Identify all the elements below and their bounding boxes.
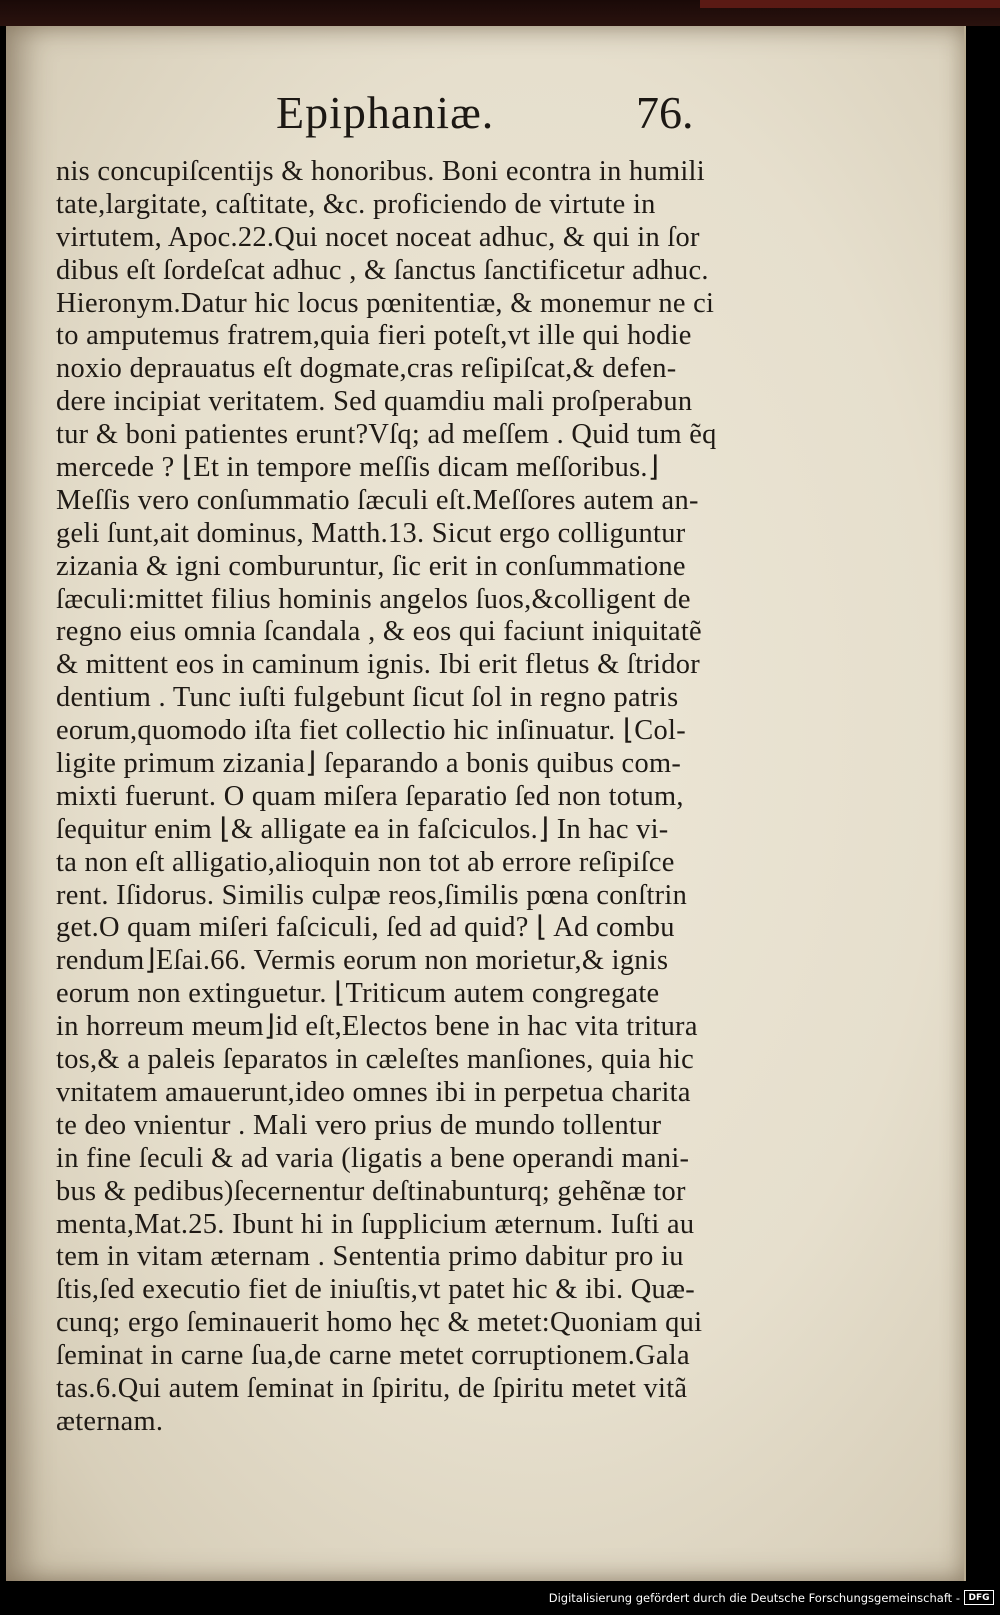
- text-line: mercede ? ⌊Et in tempore meſſis dicam meſſoribus.⌋: [56, 452, 660, 484]
- text-line: tem in vitam æternam . Sententia primo dabitur pro iu: [56, 1241, 684, 1273]
- text-line: tate,largitate, caſtitate, &c. proficiendo de virtute in: [56, 188, 656, 220]
- text-line: to amputemus fratrem,quia fieri poteſt,vt ille qui hodie: [56, 320, 692, 352]
- text-line: ſtis,ſed executio fiet de iniuſtis,vt patet hic & ibi. Quæ-: [56, 1274, 696, 1306]
- text-line: rendum⌋Eſai.66. Vermis eorum non morietur,& ignis: [56, 945, 669, 977]
- scan-top-edge: [0, 0, 1000, 26]
- funding-credit: Digitalisierung gefördert durch die Deutsche Forschungsgemeinschaft -: [548, 1591, 960, 1605]
- text-line: menta,Mat.25. Ibunt hi in ſupplicium æternum. Iuſti au: [56, 1208, 695, 1240]
- text-line: geli ſunt,ait dominus, Matth.13. Sicut ergo colliguntur: [56, 517, 686, 549]
- text-line: dentium . Tunc iuſti fulgebunt ſicut ſol in regno patris: [56, 682, 679, 714]
- digitization-footer: [0, 1581, 1000, 1615]
- text-line: dibus eſt ſordeſcat adhuc , & ſanctus ſanctificetur adhuc.: [56, 254, 709, 286]
- body-text: [56, 156, 756, 1439]
- text-line: noxio deprauatus eſt dogmate,cras reſipiſcat,& defen-: [56, 353, 677, 385]
- text-line: rent. Iſidorus. Similis culpæ reos,ſimilis pœna conſtrin: [56, 879, 688, 911]
- text-line: nis concupiſcentijs & honoribus. Boni econtra in humili: [56, 156, 705, 187]
- text-line: in horreum meum⌋id eſt,Electos bene in hac vita tritura: [56, 1011, 698, 1043]
- text-line: regno eius omnia ſcandala , & eos qui faciunt iniquitatẽ: [56, 616, 702, 648]
- text-line: get.O quam miſeri faſciculi, ſed ad quid? ⌊ Ad combu: [56, 912, 675, 944]
- scan-background-cloth: [700, 0, 1000, 8]
- text-line: eorum,quomodo iſta fiet collectio hic inſinuatur. ⌊Col-: [56, 715, 686, 747]
- page-number: 76.: [636, 87, 694, 138]
- text-line: in fine ſeculi & ad varia (ligatis a bene operandi mani-: [56, 1142, 690, 1174]
- text-line: bus & pedibus)ſecernentur deſtinabunturq; gehẽnæ tor: [56, 1175, 686, 1207]
- dfg-logo: DFG: [964, 1590, 994, 1605]
- running-head: Epiphaniæ.: [276, 87, 495, 138]
- text-line: tur & boni patientes erunt?Vſq; ad meſſem . Quid tum ẽq: [56, 419, 717, 451]
- text-line: te deo vnientur . Mali vero prius de mundo tollentur: [56, 1109, 662, 1141]
- text-line: eorum non extinguetur. ⌊Triticum autem congregate: [56, 978, 660, 1010]
- text-line: vnitatem amauerunt,ideo omnes ibi in perpetua charita: [56, 1076, 691, 1108]
- book-page: [6, 26, 966, 1581]
- text-line: cunq; ergo ſeminauerit homo hęc & metet:Quoniam qui: [56, 1307, 703, 1339]
- text-line: zizania & igni comburuntur, ſic erit in conſummatione: [56, 550, 686, 582]
- text-line: dere incipiat veritatem. Sed quamdiu mali proſperabun: [56, 386, 693, 418]
- text-line: ſeminat in carne ſua,de carne metet corruptionem.Gala: [56, 1340, 690, 1372]
- text-line: ſæculi:mittet filius hominis angelos ſuos,&colligent de: [56, 583, 691, 615]
- text-line: virtutem, Apoc.22.Qui nocet noceat adhuc, & qui in ſor: [56, 221, 700, 253]
- text-line: ta non eſt alligatio,alioquin non tot ab errore reſipiſce: [56, 846, 675, 878]
- text-line: & mittent eos in caminum ignis. Ibi erit fletus & ſtridor: [56, 649, 700, 681]
- text-line: ſequitur enim ⌊& alligate ea in faſciculos.⌋ In hac vi-: [56, 813, 669, 845]
- text-line: tas.6.Qui autem ſeminat in ſpiritu, de ſpiritu metet vitã: [56, 1372, 688, 1404]
- text-line: Meſſis vero conſummatio ſæculi eſt.Meſſores autem an-: [56, 484, 699, 516]
- text-line: tos,& a paleis ſeparatos in cæleſtes manſiones, quia hic: [56, 1044, 695, 1076]
- text-line: ligite primum zizania⌋ ſeparando a bonis quibus com-: [56, 748, 682, 780]
- text-line: mixti fuerunt. O quam miſera ſeparatio ſed non totum,: [56, 780, 684, 812]
- text-line: æternam.: [56, 1405, 164, 1437]
- page-header: [276, 86, 746, 156]
- text-line: Hieronym.Datur hic locus pœnitentiæ, & monemur ne ci: [56, 287, 715, 319]
